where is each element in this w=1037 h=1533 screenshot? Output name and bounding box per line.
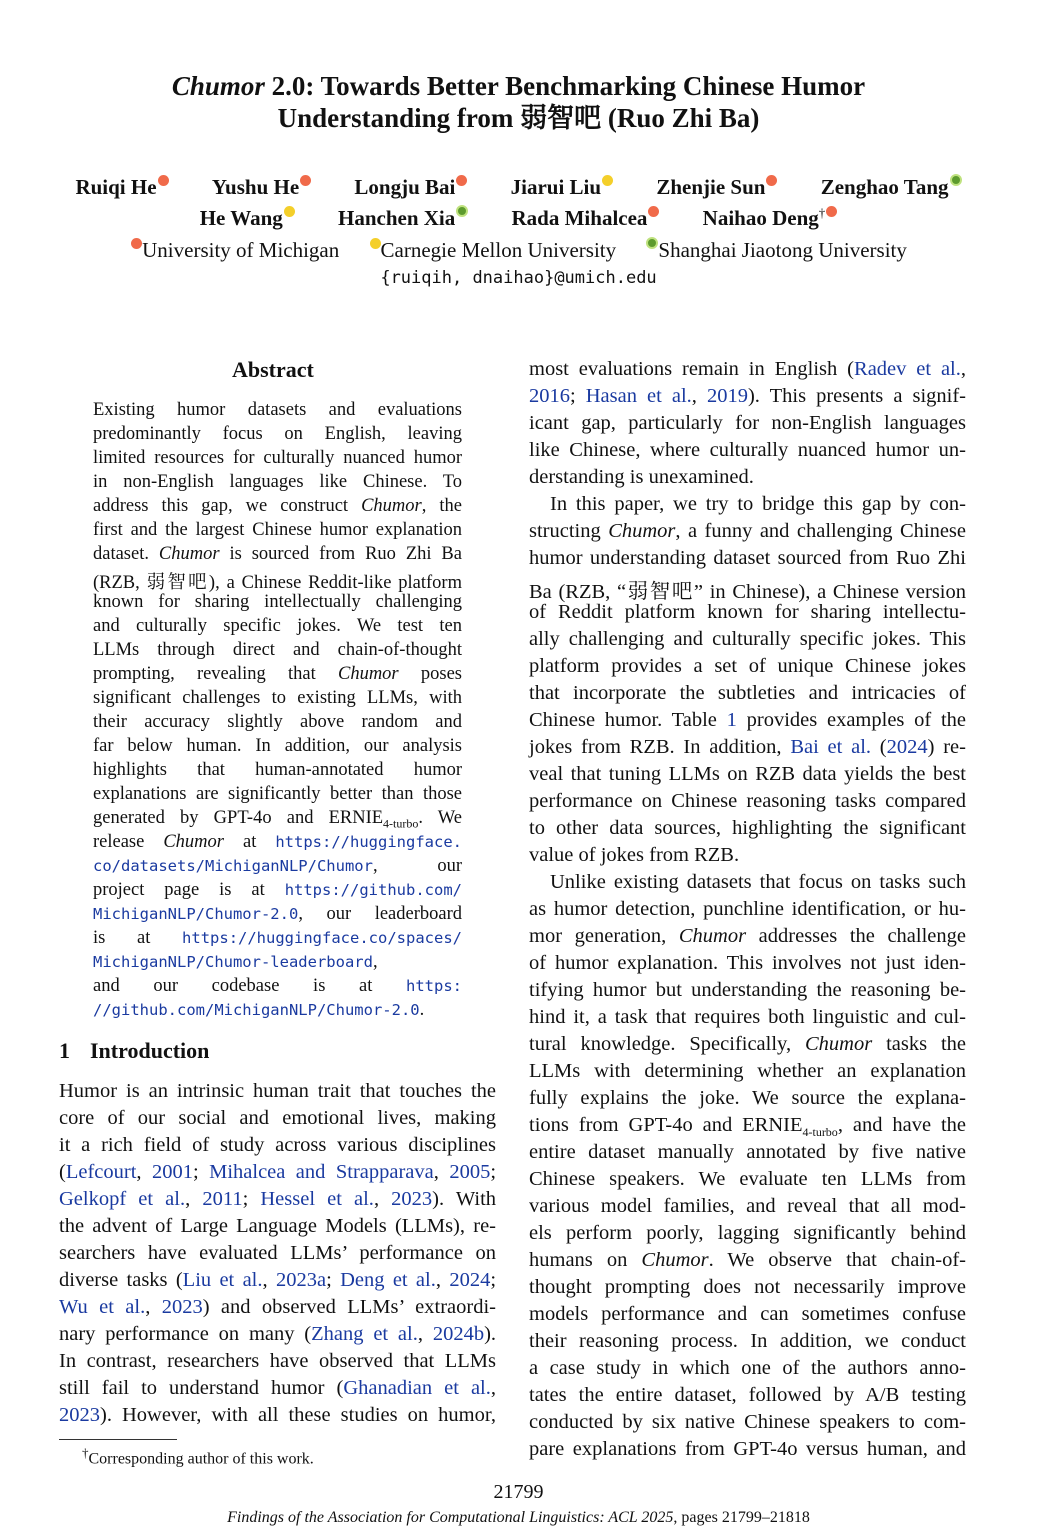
abstract-line: is at https://huggingface.co/spaces/ bbox=[93, 928, 462, 948]
body-line: value of jokes from RZB. bbox=[529, 844, 740, 866]
abstract-line: limited resources for culturally nuanced humor bbox=[93, 448, 462, 468]
body-line: like Chinese, where culturally nuanced humor un- bbox=[529, 439, 966, 461]
abstract-line: //github.com/MichiganNLP/Chumor-2.0. bbox=[93, 1000, 425, 1020]
author: Zhenjie Sun bbox=[656, 175, 777, 200]
body-line: veal that tuning LLMs on RZB data yields the best bbox=[529, 763, 966, 785]
lemon-icon bbox=[602, 175, 613, 186]
body-line: humor understanding dataset sourced from Ruo Zhi bbox=[529, 547, 966, 569]
author: Longju Bai bbox=[354, 175, 467, 200]
title-line-1: Chumor 2.0: Towards Better Benchmarking Chinese Humor bbox=[171, 71, 866, 101]
peach-icon bbox=[766, 175, 777, 186]
body-line: Ba (RZB, “弱智吧” in Chinese), a Chinese version bbox=[529, 581, 966, 603]
abstract-line: generated by GPT-4o and $ERNIE_{4-turbo}$. We bbox=[93, 808, 462, 831]
abstract-line: prompting, revealing that Chumor poses bbox=[93, 664, 462, 684]
body-line: thought prompting does not necessarily improve bbox=[529, 1276, 966, 1298]
abstract-line: explanations are significantly better than those bbox=[93, 784, 462, 804]
abstract-line: LLMs through direct and chain-of-thought bbox=[93, 640, 462, 660]
body-line: jokes from RZB. In addition, Bai et al. (2024) re- bbox=[529, 736, 966, 758]
title-line-2: Understanding from 弱智吧 (Ruo Zhi Ba) bbox=[277, 103, 760, 133]
abstract-line: (RZB, 弱智吧), a Chinese Reddit-like platform bbox=[93, 573, 462, 593]
body-line: tifying humor but understanding the reasoning be- bbox=[529, 979, 966, 1001]
abstract-line: their accuracy slightly above random and bbox=[93, 712, 462, 732]
body-line: In this paper, we try to bridge this gap by con- bbox=[550, 493, 966, 515]
intro-line: (Lefcourt, 2001; Mihalcea and Strapparava, 2005; bbox=[59, 1161, 497, 1183]
body-line: humans on Chumor. We observe that chain-of- bbox=[529, 1249, 966, 1271]
affiliations bbox=[0, 237, 1037, 263]
body-line: mor generation, Chumor addresses the challenge bbox=[529, 925, 966, 947]
body-line: pare explanations from GPT-4o versus human, and bbox=[529, 1438, 966, 1460]
body-line: models performance and can sometimes confuse bbox=[529, 1303, 966, 1325]
body-line: els perform poorly, lagging significantly behind bbox=[529, 1222, 966, 1244]
peach-icon bbox=[826, 206, 837, 217]
author: He Wang bbox=[200, 206, 295, 231]
body-line: conducted by six native Chinese speakers to com- bbox=[529, 1411, 966, 1433]
body-line: icant gap, particularly for non-English languages bbox=[529, 412, 966, 434]
intro-line: core of our social and emotional lives, making bbox=[59, 1107, 496, 1129]
body-line: structing Chumor, a funny and challenging Chinese bbox=[529, 520, 967, 542]
abstract-line: and culturally specific jokes. We test ten bbox=[93, 616, 462, 636]
body-line: derstanding is unexamined. bbox=[529, 466, 754, 488]
author: Rada Mihalcea bbox=[512, 206, 660, 231]
abstract-line: and our codebase is at https: bbox=[93, 976, 462, 996]
abstract-line: release Chumor at https://huggingface. bbox=[93, 832, 462, 852]
abstract-line: project page is at https://github.com/ bbox=[93, 880, 462, 900]
peach-icon bbox=[648, 206, 659, 217]
intro-line: it a rich field of study across various disciplines bbox=[59, 1134, 496, 1156]
body-line: their reasoning process. In addition, we conduct bbox=[529, 1330, 966, 1352]
author: Yushu He bbox=[212, 175, 311, 200]
peach-icon bbox=[456, 175, 467, 186]
intro-line: the advent of Large Language Models (LLMs), re- bbox=[59, 1215, 496, 1237]
body-line: ally challenging and culturally specific jokes. This bbox=[529, 628, 966, 650]
intro-line: In contrast, researchers have observed that LLMs bbox=[59, 1350, 496, 1372]
body-line: 2016; Hasan et al., 2019). This presents a signif- bbox=[529, 385, 967, 407]
abstract-line: dataset. Chumor is sourced from Ruo Zhi Ba bbox=[93, 544, 462, 564]
abstract-line: predominantly focus on English, leaving bbox=[93, 424, 462, 444]
body-line: of Reddit platform known for sharing intellectu- bbox=[529, 601, 966, 623]
peach-icon bbox=[300, 175, 311, 186]
avocado-icon bbox=[646, 237, 658, 249]
abstract-line: far below human. In addition, our analysis bbox=[93, 736, 462, 756]
author: Naihao Deng† bbox=[703, 205, 838, 231]
peach-icon bbox=[158, 175, 169, 186]
body-line: platform provides a set of unique Chinese jokes bbox=[529, 655, 966, 677]
lemon-icon bbox=[284, 206, 295, 217]
abstract-line: Existing humor datasets and evaluations bbox=[93, 400, 462, 420]
intro-line: Wu et al., 2023) and observed LLMs’ extraordi- bbox=[59, 1296, 497, 1318]
intro-line: diverse tasks (Liu et al., 2023a; Deng et al., 2024; bbox=[59, 1269, 497, 1291]
venue-footer: Findings of the Association for Computational Linguistics: ACL 2025, pages 21799–21818 bbox=[227, 1509, 810, 1526]
abstract-line: MichiganNLP/Chumor-leaderboard, bbox=[93, 952, 378, 972]
abstract-line: MichiganNLP/Chumor-2.0, our leaderboard bbox=[93, 904, 462, 924]
body-line: hind it, a task that requires both linguistic and cul- bbox=[529, 1006, 966, 1028]
page-number: 21799 bbox=[493, 1481, 544, 1503]
intro-line: nary performance on many (Zhang et al., 2024b). bbox=[59, 1323, 497, 1345]
abstract-line: address this gap, we construct Chumor, the bbox=[93, 496, 462, 516]
body-line: entire dataset manually annotated by five native bbox=[529, 1141, 966, 1163]
footnote: †Corresponding author of this work. bbox=[82, 1445, 314, 1468]
peach-icon bbox=[131, 238, 142, 249]
body-line: fully explains the joke. We source the explana- bbox=[529, 1087, 966, 1109]
body-line: LLMs with determining whether an explanation bbox=[529, 1060, 966, 1082]
abstract-line: co/datasets/MichiganNLP/Chumor, our bbox=[93, 856, 462, 876]
body-line: various model families, and reveal that all mod- bbox=[529, 1195, 966, 1217]
body-line: performance on Chinese reasoning tasks compared bbox=[529, 790, 966, 812]
body-line: tural knowledge. Specifically, Chumor tasks the bbox=[529, 1033, 967, 1055]
intro-line: searchers have evaluated LLMs’ performance on bbox=[59, 1242, 496, 1264]
intro-line: Humor is an intrinsic human trait that touches the bbox=[59, 1080, 496, 1102]
lemon-icon bbox=[370, 238, 381, 249]
author: Hanchen Xia bbox=[338, 205, 468, 231]
abstract-line: highlights that human-annotated humor bbox=[93, 760, 462, 780]
intro-line: Gelkopf et al., 2011; Hessel et al., 2023). With bbox=[59, 1188, 497, 1210]
abstract-line: first and the largest Chinese humor explanation bbox=[93, 520, 462, 540]
body-line: that incorporate the subtleties and intricacies of bbox=[529, 682, 966, 704]
body-line: Chinese speakers. We evaluate ten LLMs from bbox=[529, 1168, 966, 1190]
body-line: Unlike existing datasets that focus on tasks such bbox=[550, 871, 966, 893]
contact-email[interactable]: {ruiqih, dnaihao}@umich.edu bbox=[380, 268, 657, 288]
author: Ruiqi He bbox=[75, 175, 168, 200]
intro-line: still fail to understand humor (Ghanadian et al., bbox=[59, 1377, 496, 1399]
body-line: to other data sources, highlighting the significant bbox=[529, 817, 966, 839]
body-line: tions from GPT-4o and $ERNIE_{4-turbo}$, and have the bbox=[529, 1114, 967, 1140]
body-line: of humor explanation. This involves not just iden- bbox=[529, 952, 966, 974]
intro-heading: 1 Introduction bbox=[59, 1038, 210, 1063]
avocado-icon bbox=[950, 174, 962, 186]
author: Zenghao Tang bbox=[821, 174, 962, 200]
body-line: tates the entire dataset, followed by A/B testing bbox=[529, 1384, 966, 1406]
body-line: most evaluations remain in English (Radev et al., bbox=[529, 358, 967, 380]
footnote-rule bbox=[59, 1439, 177, 1440]
body-line: Chinese humor. Table 1 provides examples of the bbox=[529, 709, 966, 731]
body-line: a case study in which one of the authors anno- bbox=[529, 1357, 966, 1379]
authors-row-1 bbox=[0, 174, 1037, 200]
intro-line: 2023). However, with all these studies on humor, bbox=[59, 1404, 496, 1426]
affiliation: University of Michigan bbox=[130, 238, 339, 263]
abstract-line: significant challenges to existing LLMs, with bbox=[93, 688, 462, 708]
authors-row-2 bbox=[0, 205, 1037, 231]
abstract-line: in non-English languages like Chinese. To bbox=[93, 472, 462, 492]
abstract-heading: Abstract bbox=[232, 357, 314, 382]
paper-title bbox=[0, 70, 1037, 134]
body-line: as humor detection, punchline identification, or hu- bbox=[529, 898, 966, 920]
abstract-line: known for sharing intellectually challenging bbox=[93, 592, 462, 612]
affiliation: Shanghai Jiaotong University bbox=[645, 237, 906, 263]
avocado-icon bbox=[456, 205, 468, 217]
affiliation: Carnegie Mellon University bbox=[369, 238, 617, 263]
author: Jiarui Liu bbox=[511, 175, 613, 200]
dagger-mark: † bbox=[818, 205, 826, 220]
